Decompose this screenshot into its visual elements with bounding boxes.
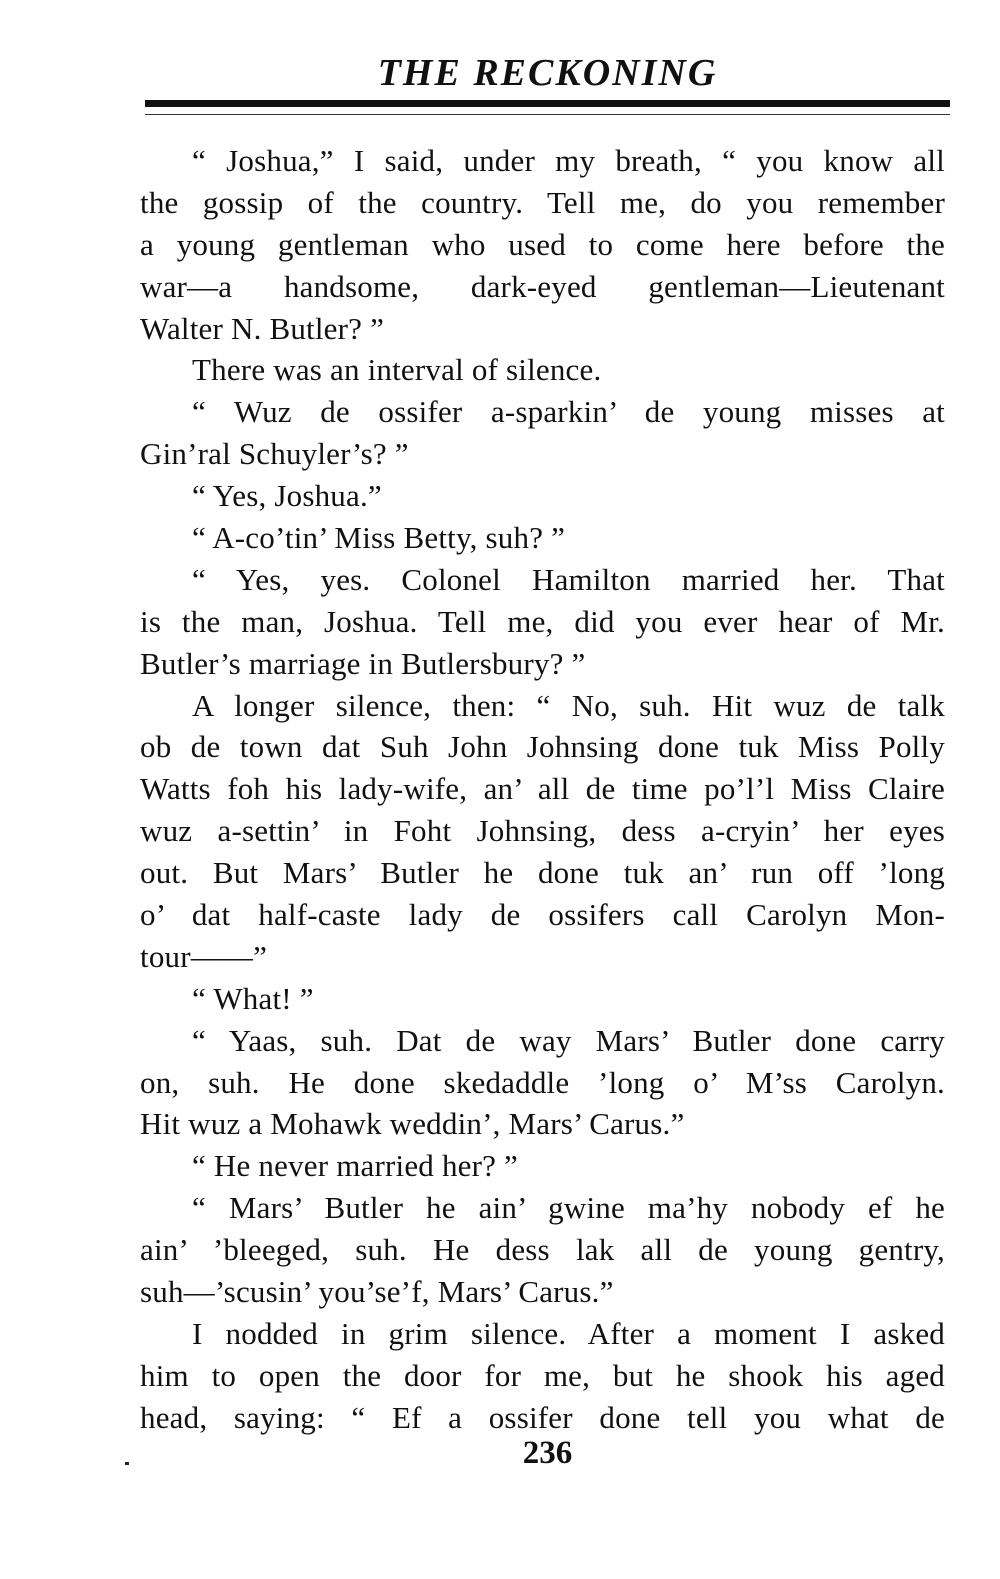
text-line: There was an interval of silence. [192,352,602,388]
running-head-title: THE RECKONING [377,52,718,94]
text-line: on, suh. He done skedaddle ’long o’ M’ss Carolyn. [140,1064,945,1100]
text-line: “ Yaas, suh. Dat de way Mars’ Butler done carry [192,1022,945,1058]
text-line: A longer silence, then: “ No, suh. Hit wuz de talk [192,687,945,723]
text-line: “ A-co’tin’ Miss Betty, suh? ” [192,520,566,556]
text-line: Hit wuz a Mohawk weddin’, Mars’ Carus.” [140,1106,685,1142]
text-line: tour——” [140,938,268,974]
text-line: Gin’ral Schuyler’s? ” [140,436,409,472]
text-line: him to open the door for me, but he shook his aged [140,1357,945,1393]
text-line: suh—’scusin’ you’se’f, Mars’ Carus.” [140,1274,614,1310]
header-rule-thick [145,100,950,107]
page-number: 236 [522,1435,573,1471]
body-text [140,140,945,1439]
text-line: war—a handsome, dark-eyed gentleman—Lieutenant [140,268,945,304]
text-line: I nodded in grim silence. After a moment I asked [192,1315,945,1351]
text-line: “ Joshua,” I said, under my breath, “ you know all [192,143,945,178]
text-line: head, saying: “ Ef a ossifer done tell you what de [140,1399,945,1435]
text-line: Walter N. Butler? ” [140,310,385,346]
text-line: “ He never married her? ” [192,1148,518,1184]
text-line: ob de town dat Suh John Johnsing done tuk Miss Polly [140,729,945,765]
text-line: “ What! ” [192,980,314,1016]
text-line: “ Wuz de ossifer a-sparkin’ de young misses at [192,394,945,430]
text-line: o’ dat half-caste lady de ossifers call Carolyn Mon- [140,897,945,933]
ink-speck [125,1462,129,1465]
text-line: the gossip of the country. Tell me, do you remember [140,184,945,220]
text-line: Butler’s marriage in Butlersbury? ” [140,645,586,681]
text-line: Watts foh his lady-wife, an’ all de time po’l’l Miss Claire [140,771,945,807]
text-line: out. But Mars’ Butler he done tuk an’ run off ’long [140,855,945,891]
text-line: “ Yes, yes. Colonel Hamilton married her. That [192,561,945,597]
text-line: wuz a-settin’ in Foht Johnsing, dess a-cryin’ her eyes [140,813,945,849]
header-rule-thin [145,114,950,115]
text-line: “ Yes, Joshua.” [192,478,382,514]
text-line: “ Mars’ Butler he ain’ gwine ma’hy nobody ef he [192,1190,945,1226]
text-line: ain’ ’bleeged, suh. He dess lak all de young gentry, [140,1232,945,1268]
text-line: is the man, Joshua. Tell me, did you ever hear of Mr. [140,603,945,639]
text-line: a young gentleman who used to come here before the [140,226,945,262]
